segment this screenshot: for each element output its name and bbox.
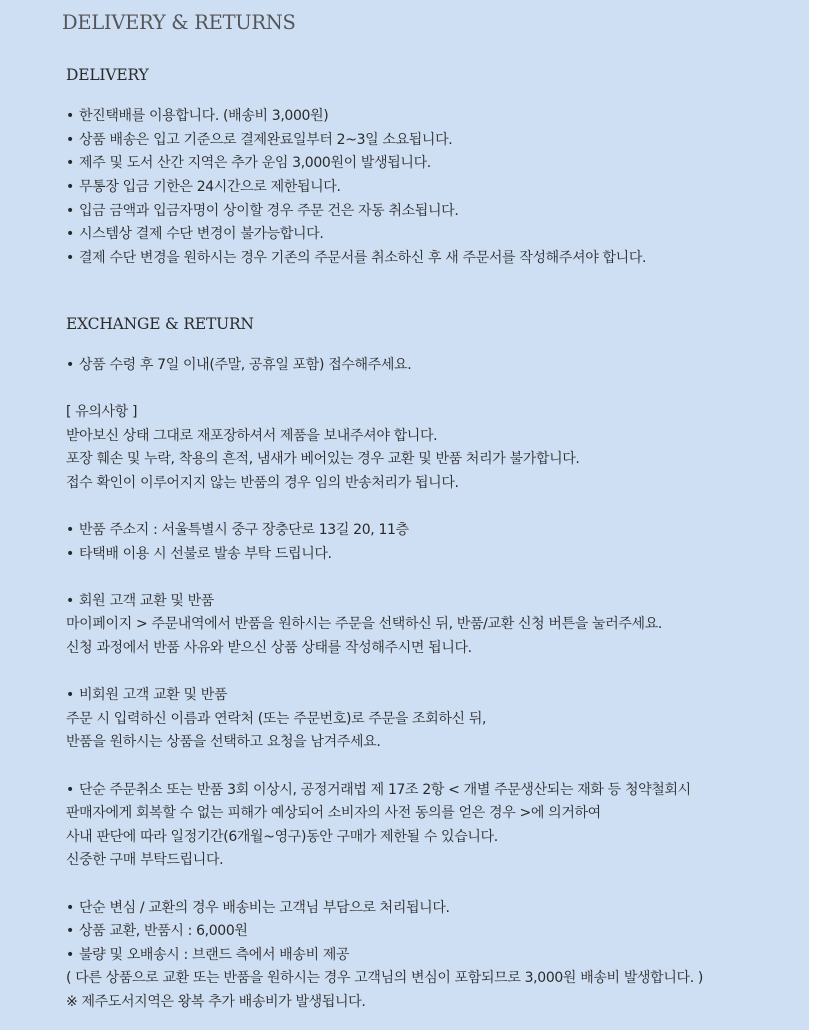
delivery-item-text: 입금 금액과 입금자명이 상이할 경우 주문 건은 자동 취소됩니다. (79, 203, 459, 219)
notice-line: 받아보신 상태 그대로 재포장하셔서 제품을 보내주셔야 합니다. (66, 428, 438, 444)
delivery-item-text: 시스템상 결제 수단 변경이 불가능합니다. (79, 226, 324, 242)
bullet-marker: • (66, 782, 74, 798)
shipping-fee-text: 상품 교환, 반품시 : 6,000원 (79, 923, 248, 939)
return-address-text: 반품 주소지 : 서울특별시 중구 장충단로 13길 20, 11층 (79, 522, 409, 538)
delivery-item (66, 130, 452, 150)
bullet-marker: • (66, 923, 74, 939)
bullet-marker: • (66, 593, 74, 609)
bullet-marker: • (66, 108, 74, 124)
shipping-fee-item (66, 945, 349, 965)
delivery-item (66, 224, 323, 244)
bullet-marker: • (66, 179, 74, 195)
member-return-line: 마이페이지 > 주문내역에서 반품을 원하시는 주문을 선택하신 뒤, 반품/교환 신청 버튼을 눌러주세요. (66, 616, 663, 632)
delivery-heading: DELIVERY (66, 66, 149, 84)
bullet-marker: • (66, 546, 74, 562)
delivery-item (66, 153, 431, 173)
return-period-text: 상품 수령 후 7일 이내(주말, 공휴일 포함) 접수해주세요. (79, 357, 412, 373)
shipping-fee-note: ※ 제주도서지역은 왕복 추가 배송비가 발생됩니다. (66, 994, 366, 1010)
courier-note-item (66, 544, 332, 564)
delivery-item-text: 무통장 입금 기한은 24시간으로 제한됩니다. (79, 179, 341, 195)
delivery-item-text: 결제 수단 변경을 원하시는 경우 기존의 주문서를 취소하신 후 새 주문서를 작성해주셔야 합니다. (79, 250, 647, 266)
delivery-item (66, 177, 341, 197)
bullet-marker: • (66, 132, 74, 148)
notice-title: [ 유의사항 ] (66, 404, 138, 420)
guest-return-line: 반품을 원하시는 상품을 선택하고 요청을 남겨주세요. (66, 734, 381, 750)
shipping-fee-item (66, 921, 248, 941)
guest-return-title: 비회원 고객 교환 및 반품 (79, 687, 228, 703)
bullet-marker: • (66, 687, 74, 703)
return-period-item (66, 355, 411, 375)
bullet-marker: • (66, 900, 74, 916)
delivery-item (66, 248, 646, 268)
courier-note-text: 타택배 이용 시 선불로 발송 부탁 드립니다. (79, 546, 332, 562)
bullet-marker: • (66, 947, 74, 963)
delivery-item (66, 106, 328, 126)
shipping-fee-text: 단순 변심 / 교환의 경우 배송비는 고객님 부담으로 처리됩니다. (79, 900, 450, 916)
guest-return-item (66, 685, 227, 705)
purchase-limit-line: 신중한 구매 부탁드립니다. (66, 852, 224, 868)
member-return-item (66, 591, 214, 611)
exchange-heading: EXCHANGE & RETURN (66, 315, 254, 333)
bullet-marker: • (66, 522, 74, 538)
member-return-title: 회원 고객 교환 및 반품 (79, 593, 214, 609)
delivery-item (66, 201, 458, 221)
purchase-limit-line: 판매자에게 회복할 수 없는 피해가 예상되어 소비자의 사전 동의를 얻은 경우 >에 의거하여 (66, 805, 601, 821)
purchase-limit-line: 사내 판단에 따라 일정기간(6개월~영구)동안 구매가 제한될 수 있습니다. (66, 829, 498, 845)
shipping-fee-item (66, 898, 450, 918)
bullet-marker: • (66, 357, 74, 373)
purchase-limit-item (66, 780, 691, 800)
page-title: DELIVERY & RETURNS (62, 11, 296, 34)
bullet-marker: • (66, 250, 74, 266)
delivery-item-text: 제주 및 도서 산간 지역은 추가 운임 3,000원이 발생됩니다. (79, 155, 431, 171)
purchase-limit-title: 단순 주문취소 또는 반품 3회 이상시, 공정거래법 제 17조 2항 < 개별 주문생산되는 재화 등 청약철회시 (79, 782, 691, 798)
bullet-marker: • (66, 155, 74, 171)
delivery-item-text: 상품 배송은 입고 기준으로 결제완료일부터 2~3일 소요됩니다. (79, 132, 453, 148)
bullet-marker: • (66, 203, 74, 219)
return-address-item (66, 520, 409, 540)
shipping-fee-text: 불량 및 오배송시 : 브랜드 측에서 배송비 제공 (79, 947, 350, 963)
bullet-marker: • (66, 226, 74, 242)
shipping-fee-note: ( 다른 상품으로 교환 또는 반품을 원하시는 경우 고객님의 변심이 포함되므로 3,000원 배송비 발생합니다. ) (66, 970, 704, 986)
notice-line: 포장 훼손 및 누락, 착용의 흔적, 냄새가 베어있는 경우 교환 및 반품 처리가 불가합니다. (66, 451, 580, 467)
guest-return-line: 주문 시 입력하신 이름과 연락처 (또는 주문번호)로 주문을 조회하신 뒤, (66, 711, 487, 727)
member-return-line: 신청 과정에서 반품 사유와 받으신 상품 상태를 작성해주시면 됩니다. (66, 640, 472, 656)
notice-line: 접수 확인이 이루어지지 않는 반품의 경우 임의 반송처리가 됩니다. (66, 475, 459, 491)
delivery-item-text: 한진택배를 이용합니다. (배송비 3,000원) (79, 108, 329, 124)
